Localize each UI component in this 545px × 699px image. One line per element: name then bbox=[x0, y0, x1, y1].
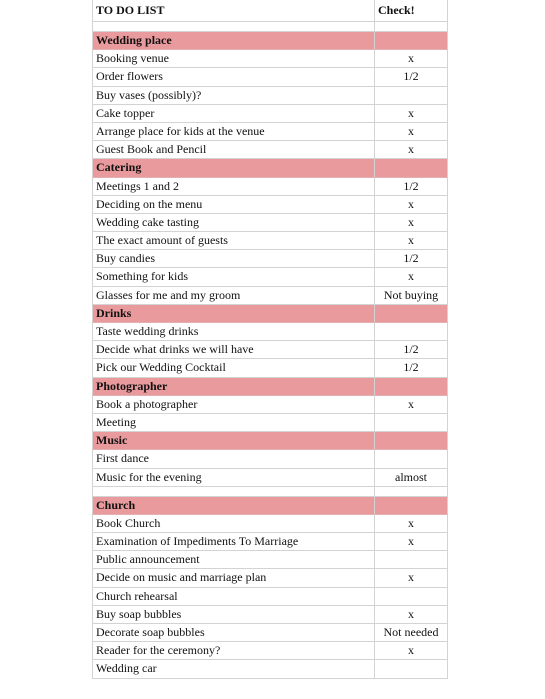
section-title[interactable]: Catering bbox=[92, 159, 375, 177]
task-row bbox=[92, 87, 448, 105]
status-cell[interactable]: 1/2 bbox=[375, 178, 448, 196]
status-cell[interactable]: x bbox=[375, 515, 448, 533]
task-cell[interactable]: Buy vases (possibly)? bbox=[92, 87, 375, 105]
status-cell[interactable]: x bbox=[375, 606, 448, 624]
status-cell[interactable] bbox=[375, 87, 448, 105]
status-cell[interactable]: 1/2 bbox=[375, 68, 448, 86]
task-row bbox=[92, 642, 448, 660]
task-row bbox=[92, 533, 448, 551]
task-row bbox=[92, 50, 448, 68]
status-cell[interactable]: x bbox=[375, 105, 448, 123]
header-row bbox=[92, 0, 448, 22]
task-cell[interactable]: Guest Book and Pencil bbox=[92, 141, 375, 159]
task-row bbox=[92, 196, 448, 214]
section-check-cell[interactable] bbox=[375, 497, 448, 515]
status-cell[interactable]: 1/2 bbox=[375, 359, 448, 377]
status-cell[interactable]: x bbox=[375, 214, 448, 232]
status-cell[interactable]: x bbox=[375, 533, 448, 551]
task-cell[interactable]: Decide on music and marriage plan bbox=[92, 569, 375, 587]
task-cell[interactable]: Order flowers bbox=[92, 68, 375, 86]
status-cell[interactable] bbox=[375, 414, 448, 432]
empty-cell[interactable] bbox=[92, 22, 375, 32]
task-cell[interactable]: Book Church bbox=[92, 515, 375, 533]
task-cell[interactable]: Music for the evening bbox=[92, 469, 375, 487]
status-cell[interactable] bbox=[375, 323, 448, 341]
task-row bbox=[92, 214, 448, 232]
task-cell[interactable]: Wedding car bbox=[92, 660, 375, 678]
task-row bbox=[92, 68, 448, 86]
task-row bbox=[92, 569, 448, 587]
task-cell[interactable]: Something for kids bbox=[92, 268, 375, 286]
task-row bbox=[92, 250, 448, 268]
section-check-cell[interactable] bbox=[375, 32, 448, 50]
task-row bbox=[92, 341, 448, 359]
task-cell[interactable]: Meeting bbox=[92, 414, 375, 432]
task-row bbox=[92, 359, 448, 377]
task-row bbox=[92, 624, 448, 642]
status-cell[interactable] bbox=[375, 450, 448, 468]
status-cell[interactable]: x bbox=[375, 642, 448, 660]
task-cell[interactable]: Deciding on the menu bbox=[92, 196, 375, 214]
task-cell[interactable]: Meetings 1 and 2 bbox=[92, 178, 375, 196]
status-cell[interactable]: Not buying bbox=[375, 287, 448, 305]
status-cell[interactable]: 1/2 bbox=[375, 250, 448, 268]
task-row bbox=[92, 515, 448, 533]
section-check-cell[interactable] bbox=[375, 305, 448, 323]
task-row bbox=[92, 123, 448, 141]
task-row bbox=[92, 396, 448, 414]
status-cell[interactable]: Not needed bbox=[375, 624, 448, 642]
task-row bbox=[92, 141, 448, 159]
status-cell[interactable]: x bbox=[375, 123, 448, 141]
task-row bbox=[92, 588, 448, 606]
task-cell[interactable]: Reader for the ceremony? bbox=[92, 642, 375, 660]
task-cell[interactable]: Pick our Wedding Cocktail bbox=[92, 359, 375, 377]
section-row bbox=[92, 497, 448, 515]
status-cell[interactable] bbox=[375, 551, 448, 569]
task-cell[interactable]: Taste wedding drinks bbox=[92, 323, 375, 341]
task-cell[interactable]: Booking venue bbox=[92, 50, 375, 68]
section-row bbox=[92, 32, 448, 50]
task-cell[interactable]: Buy candies bbox=[92, 250, 375, 268]
spacer-row bbox=[92, 22, 448, 32]
task-cell[interactable]: Decorate soap bubbles bbox=[92, 624, 375, 642]
task-row bbox=[92, 287, 448, 305]
empty-cell[interactable] bbox=[92, 487, 375, 497]
section-title[interactable]: Music bbox=[92, 432, 375, 450]
section-row bbox=[92, 378, 448, 396]
task-row bbox=[92, 450, 448, 468]
task-row bbox=[92, 178, 448, 196]
list-title[interactable]: TO DO LIST bbox=[92, 0, 375, 22]
status-cell[interactable]: x bbox=[375, 196, 448, 214]
status-cell[interactable]: x bbox=[375, 50, 448, 68]
task-row bbox=[92, 660, 448, 678]
todo-sheet bbox=[92, 0, 448, 679]
spacer-row bbox=[92, 487, 448, 497]
task-cell[interactable]: Examination of Impediments To Marriage bbox=[92, 533, 375, 551]
section-check-cell[interactable] bbox=[375, 432, 448, 450]
check-column-header[interactable]: Check! bbox=[375, 0, 448, 22]
section-check-cell[interactable] bbox=[375, 159, 448, 177]
task-row bbox=[92, 105, 448, 123]
task-row bbox=[92, 414, 448, 432]
task-row bbox=[92, 606, 448, 624]
section-title[interactable]: Wedding place bbox=[92, 32, 375, 50]
status-cell[interactable]: x bbox=[375, 268, 448, 286]
task-cell[interactable]: Arrange place for kids at the venue bbox=[92, 123, 375, 141]
section-row bbox=[92, 305, 448, 323]
status-cell[interactable]: x bbox=[375, 396, 448, 414]
task-cell[interactable]: Church rehearsal bbox=[92, 588, 375, 606]
section-title[interactable]: Drinks bbox=[92, 305, 375, 323]
empty-cell[interactable] bbox=[375, 22, 448, 32]
status-cell[interactable] bbox=[375, 588, 448, 606]
task-row bbox=[92, 268, 448, 286]
task-cell[interactable]: Glasses for me and my groom bbox=[92, 287, 375, 305]
status-cell[interactable]: 1/2 bbox=[375, 341, 448, 359]
task-cell[interactable]: Buy soap bubbles bbox=[92, 606, 375, 624]
task-cell[interactable]: Wedding cake tasting bbox=[92, 214, 375, 232]
section-title[interactable]: Photographer bbox=[92, 378, 375, 396]
task-cell[interactable]: Public announcement bbox=[92, 551, 375, 569]
task-row bbox=[92, 232, 448, 250]
status-cell[interactable]: x bbox=[375, 569, 448, 587]
task-cell[interactable]: The exact amount of guests bbox=[92, 232, 375, 250]
task-cell[interactable]: First dance bbox=[92, 450, 375, 468]
status-cell[interactable]: almost bbox=[375, 469, 448, 487]
task-row bbox=[92, 323, 448, 341]
status-cell[interactable] bbox=[375, 660, 448, 678]
section-row bbox=[92, 432, 448, 450]
task-row bbox=[92, 551, 448, 569]
status-cell[interactable]: x bbox=[375, 232, 448, 250]
task-cell[interactable]: Decide what drinks we will have bbox=[92, 341, 375, 359]
task-cell[interactable]: Book a photographer bbox=[92, 396, 375, 414]
section-row bbox=[92, 159, 448, 177]
section-check-cell[interactable] bbox=[375, 378, 448, 396]
task-cell[interactable]: Cake topper bbox=[92, 105, 375, 123]
status-cell[interactable]: x bbox=[375, 141, 448, 159]
section-title[interactable]: Church bbox=[92, 497, 375, 515]
task-row bbox=[92, 469, 448, 487]
empty-cell[interactable] bbox=[375, 487, 448, 497]
